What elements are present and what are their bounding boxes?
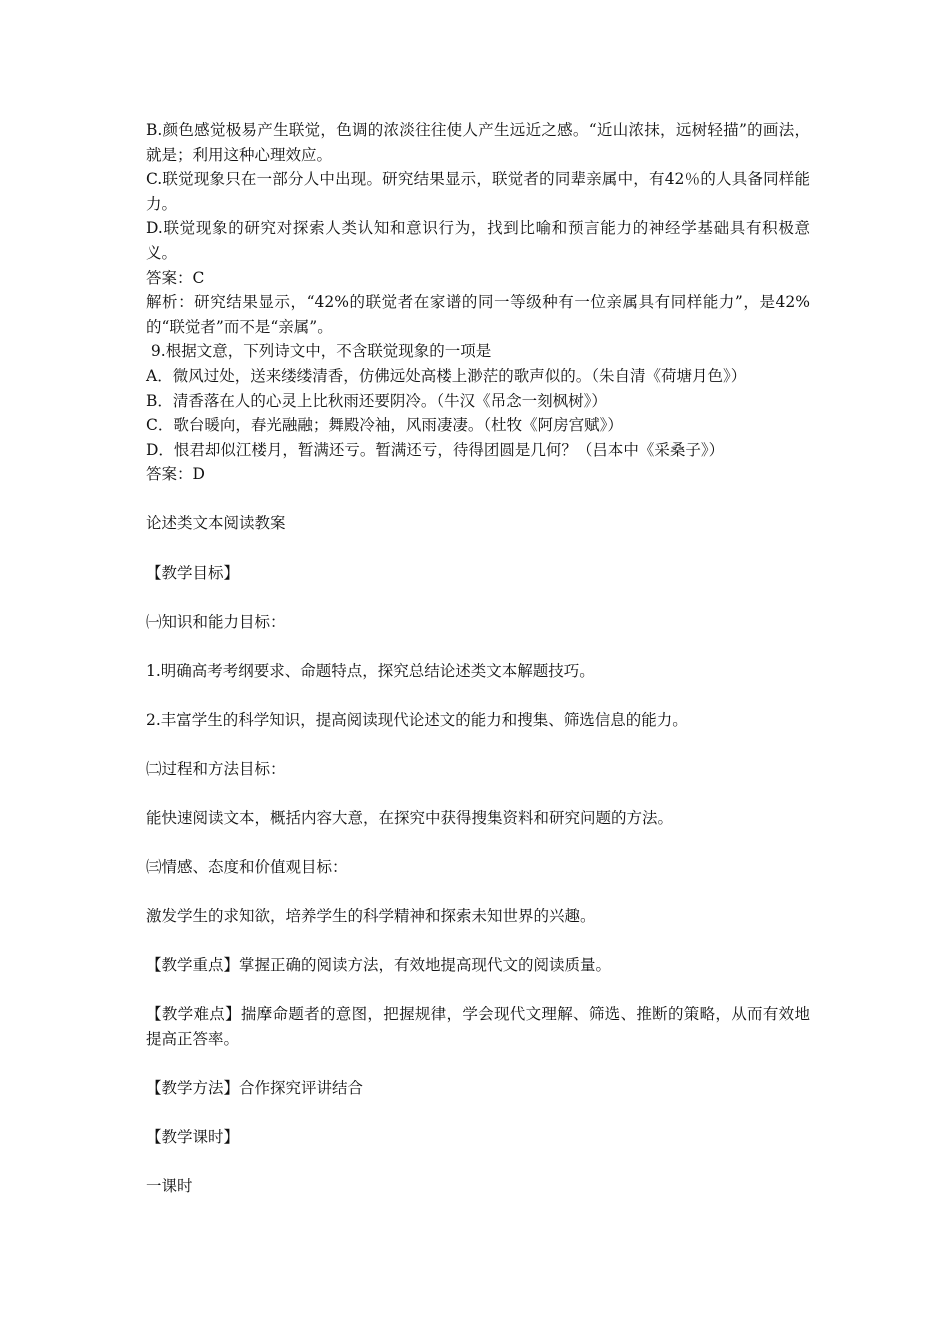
- goal2-text: 能快速阅读文本，概括内容大意，在探究中获得搜集资料和研究问题的方法。: [146, 808, 674, 827]
- key-point: 【教学重点】掌握正确的阅读方法，有效地提高现代文的阅读质量。: [146, 956, 612, 975]
- choice-c: C．歌台暖向，春光融融；舞殿冷袖，风雨凄凄。（杜牧《阿房宫赋》）: [146, 416, 623, 435]
- lesson-title: 论述类文本阅读教案: [146, 514, 286, 533]
- answer-line-2: 答案：D: [146, 465, 205, 484]
- hours-text: 一课时: [146, 1177, 193, 1196]
- choice-d: D．恨君却似江楼月，暂满还亏。暂满还亏，待得团圆是几何？（吕本中《采桑子》）: [146, 440, 725, 459]
- document-page: [146, 118, 810, 1199]
- choice-b: B．清香落在人的心灵上比秋雨还要阴冷。（牛汉《吊念一刻枫树》）: [146, 391, 607, 410]
- analysis-paragraph: 解析：研究结果显示，“42%的联觉者在家谱的同一等级种有一位亲属具有同样能力”，是42%的“联觉者”而不是“亲属”。: [146, 293, 810, 336]
- goals-heading: 【教学目标】: [146, 563, 240, 582]
- hours-heading: 【教学课时】: [146, 1128, 240, 1147]
- option-c-paragraph: C.联觉现象只在一部分人中出现。研究结果显示，联觉者的同辈亲属中，有42％的人具备同样能力。: [146, 170, 810, 213]
- answer-line: 答案：C: [146, 268, 205, 287]
- goal3-heading: ㈢情感、态度和价值观目标：: [146, 858, 348, 877]
- goal1-heading: ㈠知识和能力目标：: [146, 612, 286, 631]
- method-line: 【教学方法】合作探究评讲结合: [146, 1079, 364, 1098]
- option-b-paragraph: B.颜色感觉极易产生联觉，色调的浓淡往往使人产生远近之感。“近山浓抹，远树轻描”的画法，就是；利用这种心理效应。: [146, 121, 810, 164]
- goal2-heading: ㈡过程和方法目标：: [146, 759, 286, 778]
- question-9: 9.根据文意，下列诗文中，不含联觉现象的一项是: [146, 342, 492, 361]
- goal3-text: 激发学生的求知欲，培养学生的科学精神和探索未知世界的兴趣。: [146, 907, 596, 926]
- goal1-item2: 2.丰富学生的科学知识，提高阅读现代论述文的能力和搜集、筛选信息的能力。: [146, 710, 688, 729]
- difficulty-paragraph: 【教学难点】揣摩命题者的意图，把握规律，学会现代文理解、筛选、推断的策略，从而有效地提高正答率。: [146, 1005, 810, 1048]
- goal1-item1: 1.明确高考考纲要求、命题特点，探究总结论述类文本解题技巧。: [146, 661, 595, 680]
- option-d-paragraph: D.联觉现象的研究对探索人类认知和意识行为，找到比喻和预言能力的神经学基础具有积极意义。: [146, 219, 810, 262]
- choice-a: A．微风过处，送来缕缕清香，仿佛远处高楼上渺茫的歌声似的。（朱自清《荷塘月色》）: [146, 366, 747, 385]
